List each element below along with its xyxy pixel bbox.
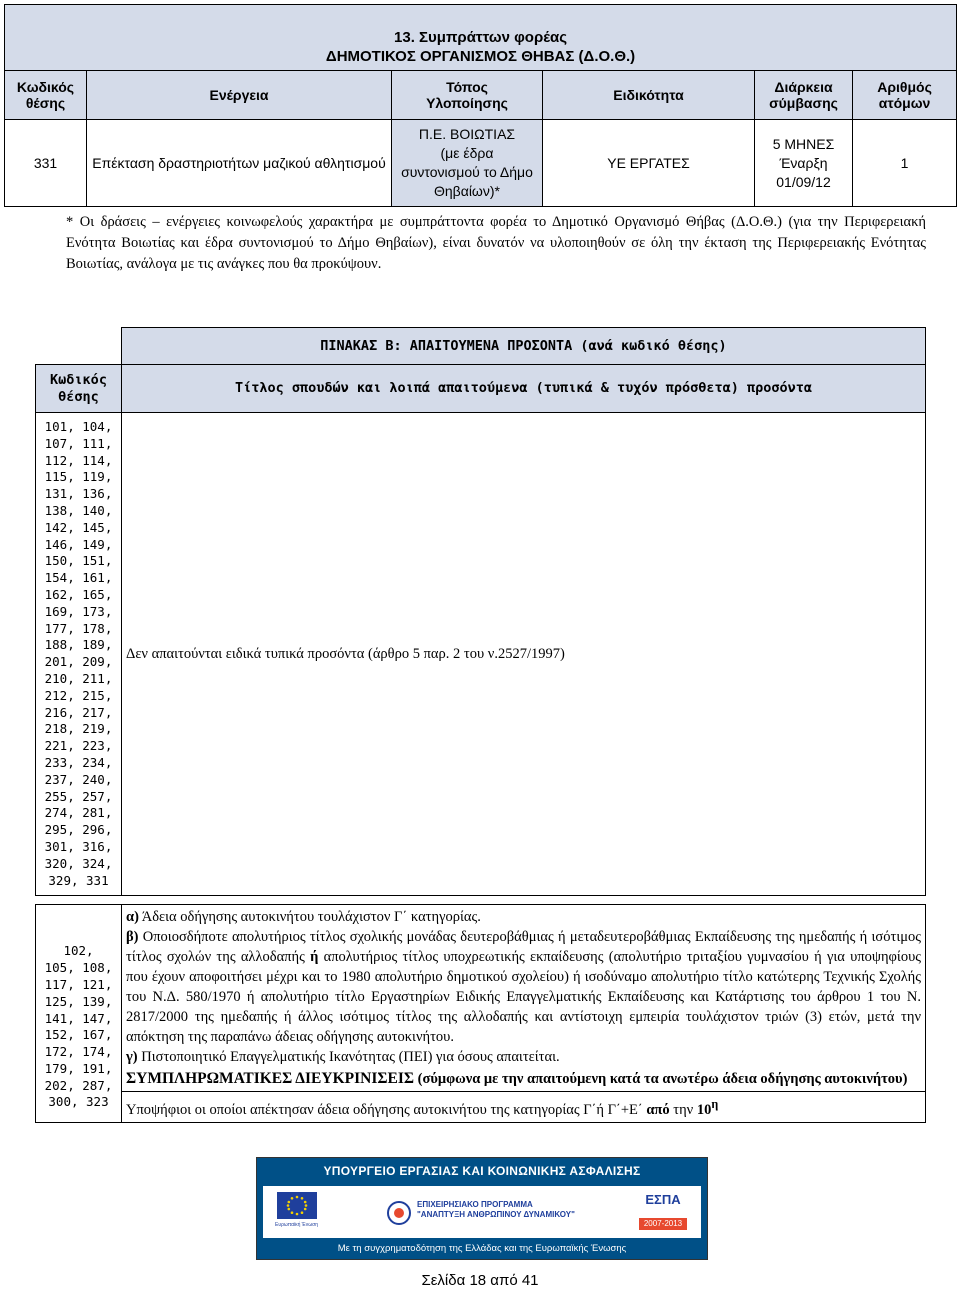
eu-flag-icon bbox=[277, 1192, 317, 1219]
row-code: 331 bbox=[5, 120, 87, 207]
group2-code-line: 202, 287, bbox=[44, 1077, 113, 1093]
group2-code-line: 152, 167, bbox=[44, 1027, 113, 1043]
row-duration: 5 ΜΗΝΕΣ Έναρξη 01/09/12 bbox=[755, 120, 853, 207]
qualifications-table bbox=[35, 327, 926, 1123]
footer-banner bbox=[256, 1157, 708, 1260]
espa-title: ΕΣΠΑ bbox=[645, 1192, 681, 1207]
group1-code-line: 177, 178, bbox=[44, 620, 113, 636]
group1-code-line: 150, 151, bbox=[44, 553, 113, 569]
group2-code-line: 300, 323 bbox=[48, 1094, 109, 1110]
group1-code-line: 201, 209, bbox=[44, 654, 113, 670]
header-count: Αριθμός ατόμων bbox=[853, 71, 957, 120]
row-place: Π.Ε. ΒΟΙΩΤΙΑΣ (με έδρα συντονισμού το Δήμο Θηβαίων)* bbox=[392, 120, 543, 207]
group1-requirement: Δεν απαιτούνται ειδικά τυπικά προσόντα (άρθρο 5 παρ. 2 του ν.2527/1997) bbox=[122, 413, 926, 896]
group2-code-line: 179, 191, bbox=[44, 1060, 113, 1076]
header-action: Ενέργεια bbox=[87, 71, 392, 120]
table2-header-code: Κωδικός θέσης bbox=[36, 365, 122, 413]
row-action: Επέκταση δραστηριοτήτων μαζικού αθλητισμού bbox=[87, 120, 392, 207]
group1-code-line: 131, 136, bbox=[44, 486, 113, 502]
group1-code-line: 221, 223, bbox=[44, 738, 113, 754]
group1-code-line: 274, 281, bbox=[44, 805, 113, 821]
group2-codes bbox=[36, 905, 122, 1123]
group1-code-line: 107, 111, bbox=[44, 435, 113, 451]
group1-code-line: 301, 316, bbox=[44, 838, 113, 854]
group1-code-line: 237, 240, bbox=[44, 771, 113, 787]
group2-code-line: 172, 174, bbox=[44, 1044, 113, 1060]
positions-table bbox=[4, 4, 957, 207]
group1-code-line: 218, 219, bbox=[44, 721, 113, 737]
header-duration: Διάρκεια σύμβασης bbox=[755, 71, 853, 120]
espa-years: 2007-2013 bbox=[639, 1218, 687, 1230]
header-code: Κωδικός θέσης bbox=[5, 71, 87, 120]
group1-code-line: 233, 234, bbox=[44, 754, 113, 770]
table2-title: ΠΙΝΑΚΑΣ Β: ΑΠΑΙΤΟΥΜΕΝΑ ΠΡΟΣΟΝΤΑ (ανά κωδικό θέσης) bbox=[122, 328, 926, 365]
group1-code-line: 210, 211, bbox=[44, 670, 113, 686]
group1-code-line: 142, 145, bbox=[44, 519, 113, 535]
group1-code-line: 154, 161, bbox=[44, 570, 113, 586]
group1-code-line: 255, 257, bbox=[44, 788, 113, 804]
row-specialty: ΥΕ ΕΡΓΑΤΕΣ bbox=[543, 120, 755, 207]
group1-code-line: 320, 324, bbox=[44, 855, 113, 871]
table2-header-req: Τίτλος σπουδών και λοιπά απαιτούμενα (τυπικά & τυχόν πρόσθετα) προσόντα bbox=[122, 365, 926, 413]
group1-code-line: 212, 215, bbox=[44, 687, 113, 703]
group1-code-line: 101, 104, bbox=[44, 419, 113, 434]
header-place: Τόπος Υλοποίησης bbox=[392, 71, 543, 120]
group2-code-line: 117, 121, bbox=[44, 976, 113, 992]
eu-text: Ευρωπαϊκή Ένωση bbox=[275, 1222, 318, 1228]
group1-code-line: 146, 149, bbox=[44, 536, 113, 552]
table1-title-line1: 13. Συμπράττων φορέας bbox=[394, 29, 568, 46]
page-number: Σελίδα 18 από 41 bbox=[421, 1272, 539, 1289]
table1-title bbox=[5, 5, 957, 71]
ministry-title: ΥΠΟΥΡΓΕΙΟ ΕΡΓΑΣΙΑΣ ΚΑΙ ΚΟΙΝΩΝΙΚΗΣ ΑΣΦΑΛΙΣΗΣ bbox=[323, 1164, 641, 1178]
footnote: * Οι δράσεις – ενέργειες κοινωφελούς χαρακτήρα με συμπράττοντα φορέα το Δημοτικό Οργανισμό Θήβας (Δ.Ο.Θ.) (για την Περιφερειακή Ενότητα Βοιωτίας και έδρα συντονισμού το Δήμο Θηβαίων), είναι δυνατόν να υλοποιηθούν σε όλη την έκταση της Περιφερειακής Ενότητας Βοιωτίας, ανάλογα με τις ανάγκες που θα προκύψουν. bbox=[66, 214, 926, 272]
logos-strip bbox=[263, 1186, 701, 1238]
group2-code-line: 105, 108, bbox=[44, 960, 113, 976]
group1-code-line: 329, 331 bbox=[48, 872, 109, 888]
group1-code-line: 138, 140, bbox=[44, 502, 113, 518]
espa-logo bbox=[633, 1190, 693, 1234]
table2-corner bbox=[36, 328, 122, 365]
group1-code-line: 169, 173, bbox=[44, 603, 113, 619]
group2-code-line: 102, bbox=[63, 943, 94, 959]
row-count: 1 bbox=[853, 120, 957, 207]
group2-code-line: 125, 139, bbox=[44, 993, 113, 1009]
group1-code-line: 162, 165, bbox=[44, 586, 113, 602]
table1-title-line2: ΔΗΜΟΤΙΚΟΣ ΟΡΓΑΝΙΣΜΟΣ ΘΗΒΑΣ (Δ.Ο.Θ.) bbox=[325, 48, 636, 65]
program-logo-icon bbox=[385, 1200, 413, 1226]
group1-code-line: 112, 114, bbox=[44, 452, 113, 468]
group1-code-line: 188, 189, bbox=[44, 637, 113, 653]
cofunding-text: Με τη συγχρηματοδότηση της Ελλάδας και της Ευρωπαϊκής Ένωσης bbox=[337, 1243, 627, 1254]
group1-code-line: 115, 119, bbox=[44, 469, 113, 485]
group1-codes bbox=[36, 413, 122, 896]
group1-code-line: 216, 217, bbox=[44, 704, 113, 720]
header-specialty: Ειδικότητα bbox=[543, 71, 755, 120]
group2-requirement: α) Άδεια οδήγησης αυτοκινήτου τουλάχιστον Γ΄ κατηγορίας. β) Οποιοσδήποτε απολυτήριος τίτλος σχολικής μονάδας δευτεροβάθμιας ή μεταδευτεροβάθμιας Εκπαίδευσης της ημεδαπής ή ισότιμος τίτλος σχολών της αλλοδαπής ή απολυτήριος τίτλος υποχρεωτικής εκπαίδευσης (απολυτήριο τριταξίου γυμνασίου ή για υποψηφίους που έχουν αποφοιτήσει μέχρι και το 1980 απολυτήριο δημοτικού σχολείου) ή ισοδύναμο απολυτήριο τίτλο κατώτερης Τεχνικής Σχολής του Ν.Δ. 580/1970 ή απολυτήριο τίτλο Εργαστηρίων Ειδικής Επαγγελματικής Εκπαίδευσης και Κατάρτισης του άρθρου 1 του Ν. 2817/2000 της ημεδαπής ή άλλος ισότιμος τίτλος της αλλοδαπής και αντίστοιχη εμπειρία τουλάχιστον τριών (3) ετών, μετά την απόκτηση της παραπάνω άδειας οδήγησης αυτοκινήτου. γ) Πιστοποιητικό Επαγγελματικής Ικανότητας (ΠΕΙ) για όσους απαιτείται. ΣΥΜΠΛΗΡΩΜΑΤΙΚΕΣ ΔΙΕΥΚΡΙΝΙΣΕΙΣ (σύμφωνα με την απαιτούμενη κατά τα ανωτέρω άδεια οδήγησης αυτοκινήτου) Υποψήφιοι οι οποίοι απέκτησαν άδεια οδήγησης αυτοκινήτου της κατηγορίας Γ΄ή Γ΄+Ε΄ από την $10^\eta$ bbox=[122, 905, 926, 1123]
group1-code-line: 295, 296, bbox=[44, 822, 113, 838]
group2-code-line: 141, 147, bbox=[44, 1010, 113, 1026]
program-text: ΕΠΙΧΕΙΡΗΣΙΑΚΟ ΠΡΟΓΡΑΜΜΑ "ΑΝΑΠΤΥΞΗ ΑΝΘΡΩΠΙΝΟΥ ΔΥΝΑΜΙΚΟΥ" bbox=[417, 1200, 575, 1219]
